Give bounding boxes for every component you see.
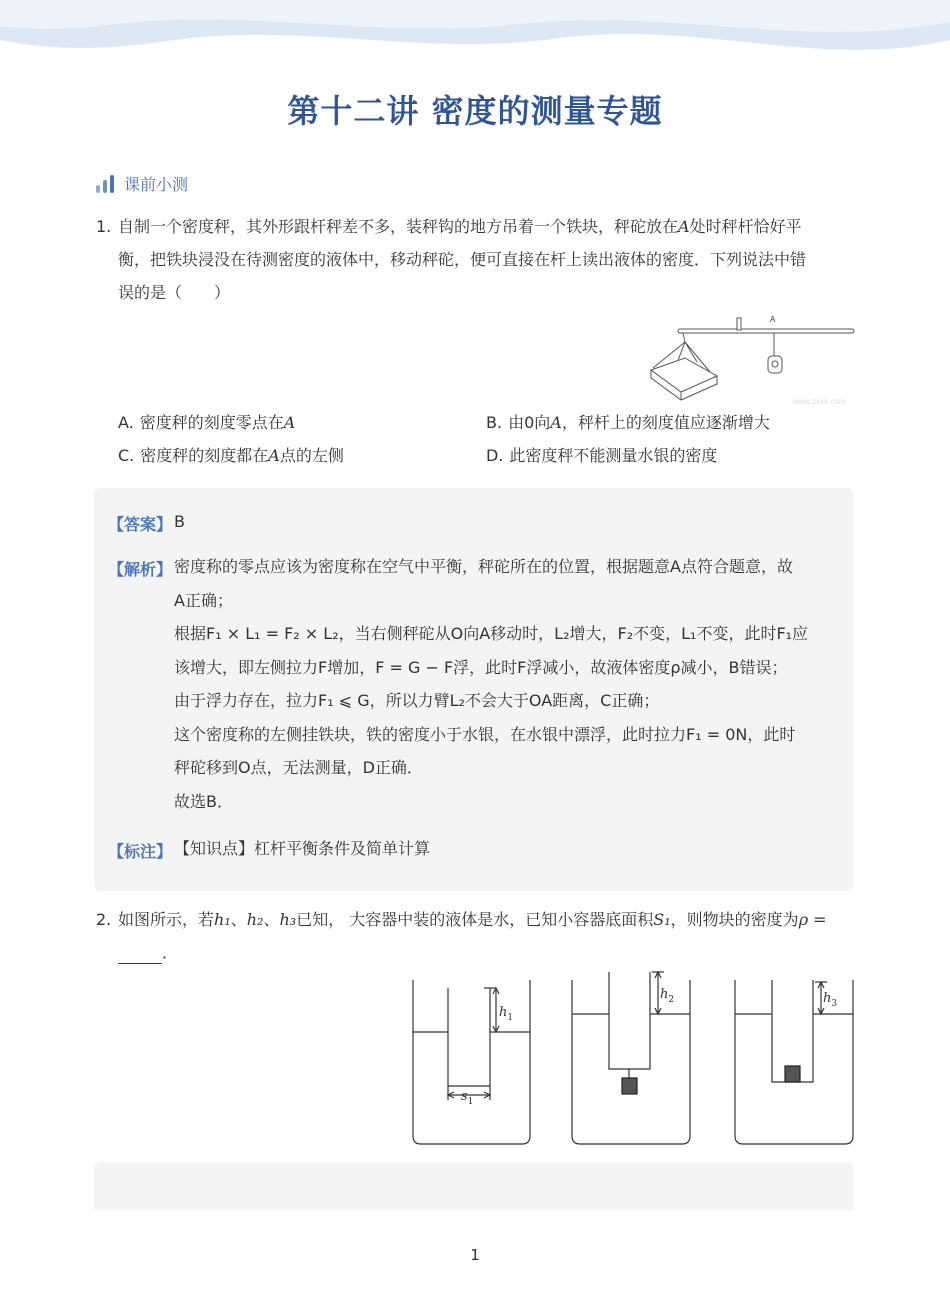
option-b[interactable]: B. 由0向A，秤杆上的刻度值应逐渐增大 (486, 413, 770, 432)
label-s1: $s_1$ (461, 1089, 474, 1107)
bar-chart-icon (96, 175, 114, 193)
analysis-line: A正确； (174, 590, 233, 610)
answer-box-2 (94, 1162, 853, 1210)
analysis-line: 由于浮力存在，拉力F₁ ⩽ G，所以力臂L₂不会大于OA距离，C正确； (174, 691, 660, 710)
answer-value: B (174, 512, 185, 531)
label-h1: $h_1$ (499, 1005, 514, 1023)
page-number: 1 (470, 1246, 480, 1264)
analysis-tag: 【解析】 (108, 560, 173, 579)
question-2 (96, 903, 856, 969)
density-scale-figure (645, 312, 857, 408)
header-wave-decoration (0, 0, 950, 75)
question-line: 如图所示，若h₁、h₂、h₃已知， 大容器中装的液体是水，已知小容器底面积S₁，则物块的密度为ρ = (118, 910, 827, 929)
option-a[interactable]: A. 密度秤的刻度零点在A (118, 413, 296, 432)
note-tag: 【标注】 (108, 842, 173, 861)
answer-blank[interactable] (118, 943, 162, 964)
answer-blank-line: ． (118, 936, 856, 969)
analysis-line: 根据F₁ × L₁ = F₂ × L₂，当右侧秤砣从O向A移动时，L₂增大，F₂不变，L₁不变，此时F₁应 (174, 624, 809, 643)
analysis-line: 秤砣移到O点，无法测量，D正确． (174, 758, 423, 777)
analysis-line: 故选B． (174, 791, 233, 811)
watermark: www.zxxk.com (793, 397, 846, 406)
page-title: 第十二讲 密度的测量专题 (287, 92, 663, 130)
answer-tag: 【答案】 (108, 515, 173, 534)
section-header (96, 172, 188, 195)
analysis-line: 密度称的零点应该为密度称在空气中平衡，秤砣所在的位置，根据题意A点符合题意，故 (174, 557, 793, 576)
question-number: 2. (96, 910, 112, 929)
question-line: 自制一个密度秤，其外形跟杆秤差不多，装秤钩的地方吊着一个铁块，秤砣放在A处时秤杆恰好平 (118, 217, 802, 236)
containers-figure (405, 968, 860, 1150)
label-h2: $h_2$ (660, 987, 675, 1005)
option-c[interactable]: C. 密度秤的刻度都在A点的左侧 (118, 446, 344, 465)
question-line: 误的是（ ） (118, 283, 231, 302)
question-number: 1. (96, 217, 112, 236)
label-h3: $h_3$ (823, 991, 838, 1009)
question-1 (96, 210, 856, 309)
option-d[interactable]: D. 此密度秤不能测量水银的密度 (486, 446, 718, 465)
analysis-line: 该增大，即左侧拉力F增加，F = G − F浮，此时F浮减小，故液体密度ρ减小，B错误； (174, 657, 788, 677)
question-line: 衡，把铁块浸没在待测密度的液体中，移动秤砣，便可直接在杆上读出液体的密度．下列说法中错 (118, 250, 807, 269)
section-label: 课前小测 (124, 175, 189, 194)
analysis-body (174, 550, 834, 818)
analysis-line: 这个密度称的左侧挂铁块，铁的密度小于水银，在水银中漂浮，此时拉力F₁ = 0N，此时 (174, 724, 796, 744)
figure-label-a: A (770, 315, 776, 324)
note-text: 【知识点】杠杆平衡条件及简单计算 (174, 839, 431, 858)
